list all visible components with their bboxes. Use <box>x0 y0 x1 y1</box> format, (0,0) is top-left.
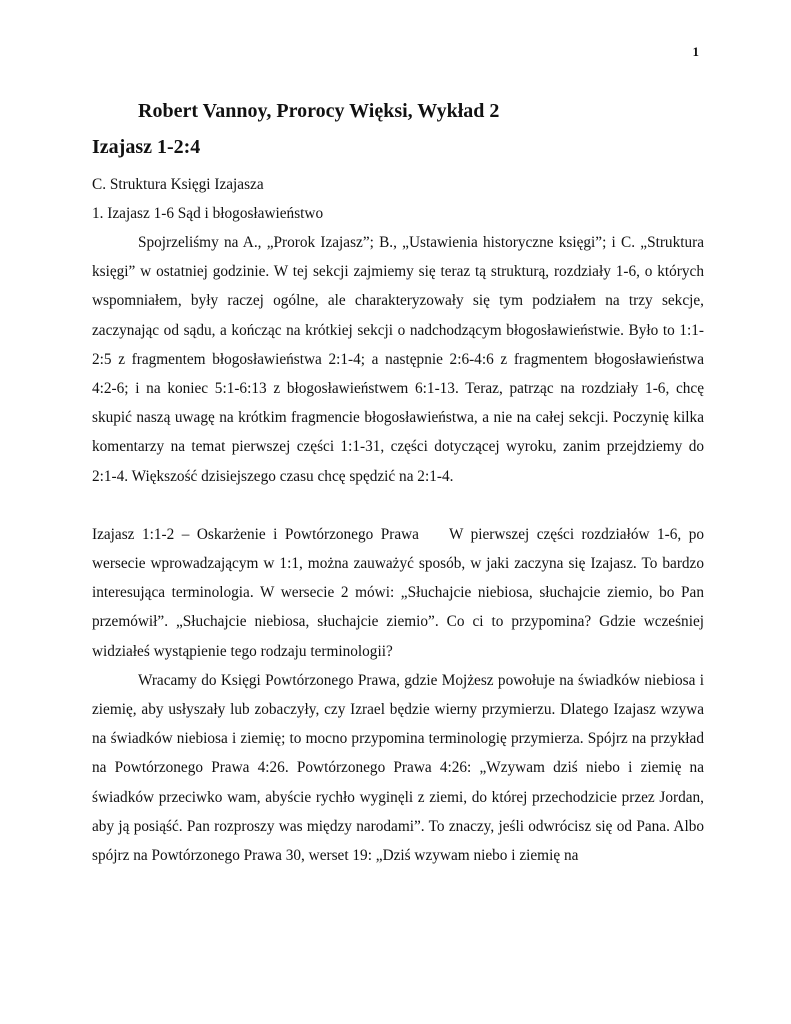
paragraph-3: Wracamy do Księgi Powtórzonego Prawa, gdzie Mojżesz powołuje na świadków niebiosa i ziemię, aby usłyszały lub zobaczyły, czy Izrael będzie wierny przymierzu. Dlatego Izajasz wzywa na świadków niebiosa i ziemię; to mocno przypomina terminologię przymierza. Spójrz na przykład na Powtórzonego Prawa 4:26. Powtórzonego Prawa 4:26: „Wzywam dziś niebo i ziemię na świadków przeciwko wam, abyście rychło wyginęli z ziemi, do której przechodzicie przez Jordan, aby ją posiąść. Pan rozproszy was między narodami”. To znaczy, jeśli odwrócisz się od Pana. Albo spójrz na Powtórzonego Prawa 30, werset 19: „Dziś wzywam niebo i ziemię na <box>92 671 704 865</box>
document-title: Robert Vannoy, Prorocy Więksi, Wykład 2 <box>138 100 500 122</box>
page-number: 1 <box>692 44 699 59</box>
document-body <box>92 96 704 870</box>
heading-1: 1. Izajasz 1-6 Sąd i błogosławieństwo <box>92 205 324 222</box>
paragraph-1: Spojrzeliśmy na A., „Prorok Izajasz”; B., „Ustawienia historyczne księgi”; i C. „Struktura księgi” w ostatniej godzinie. W tej sekcji zajmiemy się teraz tą strukturą, rozdziały 1-6, o których wspomniałem, były raczej ogólne, ale charakteryzowały się tym podziałem na trzy sekcje, zaczynając od sądu, a kończąc na krótkiej sekcji o nadchodzącym błogosławieństwie. Było to 1:1-2:5 z fragmentem błogosławieństwa 2:1-4; a następnie 2:6-4:6 z fragmentem błogosławieństwa 4:2-6; i na koniec 5:1-6:13 z błogosławieństwem 6:1-13. Teraz, patrząc na rozdziały 1-6, chcę skupić naszą uwagę na krótkim fragmencie błogosławieństwa, a nie na całej sekcji. Poczynię kilka komentarzy na temat pierwszej części 1:1-31, części dotyczącej wyroku, zanim przejdziemy do 2:1-4. Większość dzisiejszego czasu chcę spędzić na 2:1-4. <box>92 234 704 485</box>
paragraph-2: W pierwszej części rozdziałów 1-6, po wersecie wprowadzającym w 1:1, można zauważyć sposób, w jaki zaczyna się Izajasz. To bardzo interesująca terminologia. W wersecie 2 mówi: „Słuchajcie niebiosa, słuchajcie ziemio, bo Pan przemówił”. „Słuchajcie niebiosa, słuchajcie ziemio”. Co ci to przypomina? Gdzie wcześniej widziałeś wystąpienie tego rodzaju terminologii? <box>92 525 704 660</box>
paragraph-gap <box>92 491 704 520</box>
section-title: Izajasz 1-2:4 <box>92 136 201 158</box>
subheading-2: Izajasz 1:1-2 – Oskarżenie i Powtórzonego Prawa <box>92 525 419 543</box>
paragraph-2-container <box>92 520 704 666</box>
heading-c: C. Struktura Księgi Izajasza <box>92 176 264 193</box>
